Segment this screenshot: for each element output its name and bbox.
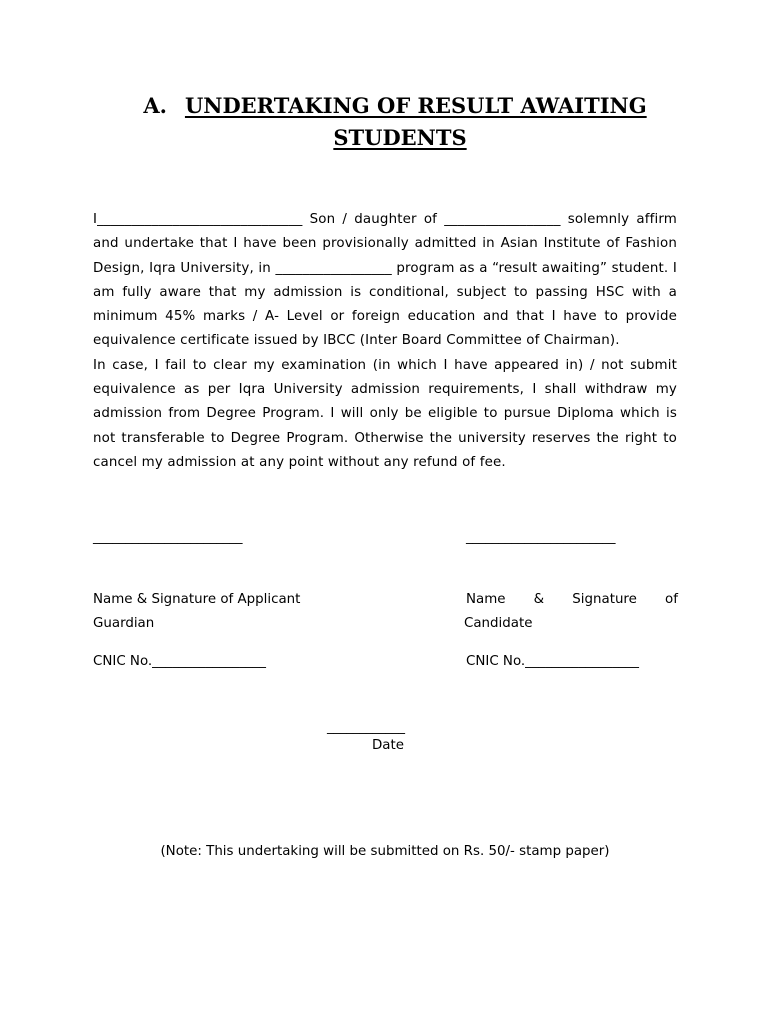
- candidate-signature-line: _______________________: [466, 530, 616, 545]
- candidate-label-word: &: [533, 592, 545, 607]
- candidate-label: Candidate: [464, 616, 533, 631]
- candidate-label-word: Signature: [572, 592, 637, 607]
- stamp-paper-note: (Note: This undertaking will be submitted on Rs. 50/- stamp paper): [160, 844, 610, 859]
- candidate-label-word: of: [665, 592, 678, 607]
- title-text-2: STUDENTS: [333, 125, 467, 150]
- title-line-1: [10, 90, 770, 122]
- section-letter: A.: [143, 93, 167, 118]
- undertaking-body: [93, 208, 677, 475]
- guardian-label: Guardian: [93, 616, 155, 631]
- title-line-2: [15, 122, 770, 154]
- paragraph-conditions: In case, I fail to clear my examination (in which I have appeared in) / not submit equivalence as per Iqra University admission requirements, I shall withdraw my admission from Degree Program. I will only be eligible to pursue Diploma which is not transferable to Degree Program. Otherwise the university reserves the right to cancel my admission at any point without any refund of fee.: [93, 357, 677, 470]
- paragraph-declaration: I______________________________ Son / daughter of _________________ solemnly affirm and undertake that I have been provisionally admitted in Asian Institute of Fashion Design, Iqra University, in _________________ program as a “result awaiting” student. I am fully aware that my admission is conditional, subject to passing HSC with a minimum 45% marks / A- Level or foreign education and that I have to provide equivalence certificate issued by IBCC (Inter Board Committee of Chairman).: [93, 212, 677, 349]
- candidate-label-word: Name: [466, 592, 506, 607]
- date-label: Date: [372, 738, 405, 753]
- candidate-signature-label: [466, 588, 678, 612]
- title-text-1: UNDERTAKING OF RESULT AWAITING: [184, 93, 647, 118]
- document-title: [0, 90, 770, 154]
- guardian-signature-label: Name & Signature of Applicant: [93, 592, 301, 607]
- guardian-signature-line: _______________________: [93, 530, 243, 545]
- candidate-cnic-field: CNIC No._________________: [466, 654, 639, 669]
- guardian-cnic-field: CNIC No._________________: [93, 654, 266, 669]
- date-line: ____________: [327, 720, 405, 735]
